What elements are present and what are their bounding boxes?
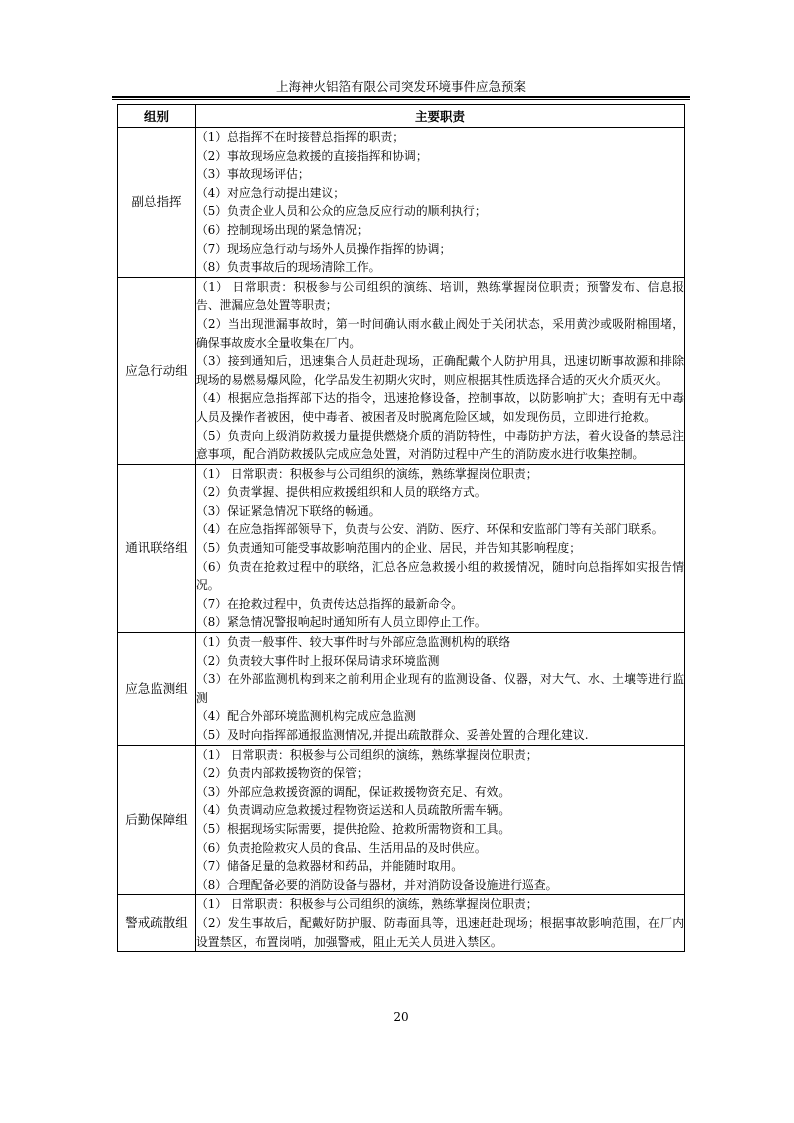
group-duties bbox=[196, 464, 685, 632]
duty-item: （7）储备足量的急救器材和药品，并能随时取用。 bbox=[196, 859, 464, 874]
duty-item: （5）根据现场实际需要，提供抢险、抢救所需物资和工具。 bbox=[196, 821, 511, 836]
duty-item: （2）负责内部救援物资的保管； bbox=[196, 766, 369, 781]
group-name: 应急监测组 bbox=[118, 633, 196, 746]
page-header: 上海神火铝箔有限公司突发环境事件应急预案 bbox=[275, 79, 526, 94]
duty-item: （3）事故现场评估； bbox=[196, 167, 310, 182]
group-duties bbox=[196, 277, 685, 464]
duty-item: （8）合理配备必要的消防设备与器材，并对消防设备设施进行巡查。 bbox=[196, 877, 558, 892]
duty-item: （5）负责企业人员和公众的应急反应行动的顺利执行； bbox=[196, 204, 487, 219]
table-row bbox=[118, 128, 685, 278]
duty-item: （6）负责在抢救过程中的联络，汇总各应急救援小组的救援情况，随时向总指挥如实报告情况。 bbox=[196, 559, 684, 593]
table-row bbox=[118, 633, 685, 746]
group-name: 警戒疏散组 bbox=[118, 895, 196, 952]
duties-table bbox=[117, 104, 685, 952]
group-duties bbox=[196, 895, 685, 952]
table-row bbox=[118, 464, 685, 632]
duty-item: （2）发生事故后，配戴好防护服、防毒面具等，迅速赶赴现场；根据事故影响范围，在厂内设置禁区，布置岗哨，加强警戒，阻止无关人员进入禁区。 bbox=[196, 915, 684, 949]
duty-item: （7）在抢救过程中，负责传达总指挥的最新命令。 bbox=[196, 596, 464, 611]
group-name: 后勤保障组 bbox=[118, 745, 196, 895]
duty-item: （3）保证紧急情况下联络的畅通。 bbox=[196, 503, 381, 518]
duty-item: （4）根据应急指挥部下达的指令，迅速抢修设备，控制事故，以防影响扩大；查明有无中毒人员及操作者被困，使中毒者、被困者及时脱离危险区域，如发现伤员，立即进行抢救。 bbox=[196, 391, 684, 424]
duty-item: （8）紧急情况警报响起时通知所有人员立即停止工作。 bbox=[196, 615, 487, 630]
duty-item: （4）对应急行动提出建议； bbox=[196, 185, 346, 200]
duty-item: （3）在外部监测机构到来之前利用企业现有的监测设备、仪器，对大气、水、土壤等进行监测 bbox=[196, 672, 684, 705]
page-number: 20 bbox=[393, 1010, 409, 1024]
duty-item: （2）负责较大事件时上报环保局请求环境监测 bbox=[196, 653, 440, 668]
duty-item: （3）外部应急救援资源的调配，保证救援物资充足、有效。 bbox=[196, 784, 511, 799]
group-duties bbox=[196, 633, 685, 746]
duty-item: （2）负责掌握、提供相应救援组织和人员的联络方式。 bbox=[196, 485, 487, 500]
table-header-row bbox=[118, 105, 685, 128]
group-name: 通讯联络组 bbox=[118, 464, 196, 632]
duty-item: （5）负责通知可能受事故影响范围内的企业、居民，并告知其影响程度； bbox=[196, 541, 582, 556]
column-header-duties: 主要职责 bbox=[196, 105, 685, 128]
header-rule-thin bbox=[112, 99, 690, 100]
group-duties bbox=[196, 745, 685, 895]
duty-item: （5）负责向上级消防救援力量提供燃烧介质的消防特性，中毒防护方法，着火设备的禁忌注意事项，配合消防救援队完成应急处置，对消防过程中产生的消防废水进行收集控制。 bbox=[196, 428, 684, 462]
column-header-group: 组别 bbox=[118, 105, 196, 128]
duty-item: （8）负责事故后的现场清除工作。 bbox=[196, 260, 381, 275]
duty-item: （1） 日常职责：积极参与公司组织的演练，熟练掌握岗位职责； bbox=[196, 466, 538, 481]
duty-item: （1） 日常职责：积极参与公司组织的演练、培训，熟练掌握岗位职责；预警发布、信息报告、泄漏应急处置等职责； bbox=[196, 279, 684, 313]
duty-item: （2）当出现泄漏事故时，第一时间确认雨水截止阀处于关闭状态，采用黄沙或吸附棉围堵，确保事故废水全量收集在厂内。 bbox=[196, 316, 684, 350]
table-row bbox=[118, 895, 685, 952]
header-rule-thick bbox=[112, 96, 690, 98]
duty-item: （1） 日常职责：积极参与公司组织的演练，熟练掌握岗位职责； bbox=[196, 897, 538, 912]
group-name: 应急行动组 bbox=[118, 277, 196, 464]
duty-item: （1）总指挥不在时接替总指挥的职责； bbox=[196, 130, 405, 144]
duty-item: （1） 日常职责：积极参与公司组织的演练，熟练掌握岗位职责； bbox=[196, 747, 538, 762]
duty-item: （4）负责调动应急救援过程物资运送和人员疏散所需车辆。 bbox=[196, 803, 511, 818]
duty-item: （5）及时向指挥部通报监测情况,并提出疏散群众、妥善处置的合理化建议. bbox=[196, 728, 589, 742]
duty-item: （7）现场应急行动与场外人员操作指挥的协调； bbox=[196, 241, 452, 256]
duty-item: （6）负责抢险救灾人员的食品、生活用品的及时供应。 bbox=[196, 840, 487, 855]
duty-item: （6）控制现场出现的紧急情况； bbox=[196, 222, 369, 237]
duty-item: （4）配合外部环境监测机构完成应急监测 bbox=[196, 709, 416, 724]
duty-item: （1）负责一般事件、较大事件时与外部应急监测机构的联络 bbox=[196, 635, 511, 650]
group-name: 副总指挥 bbox=[118, 128, 196, 278]
group-duties bbox=[196, 128, 685, 278]
duty-item: （3）接到通知后，迅速集合人员赶赴现场，正确配戴个人防护用具，迅速切断事故源和排除现场的易燃易爆风险，化学品发生初期火灾时，则应根据其性质选择合适的灭火介质灭火。 bbox=[196, 354, 684, 387]
duty-item: （4）在应急指挥部领导下，负责与公安、消防、医疗、环保和安监部门等有关部门联系。 bbox=[196, 522, 664, 537]
table-row bbox=[118, 277, 685, 464]
table-row bbox=[118, 745, 685, 895]
duty-item: （2）事故现场应急救援的直接指挥和协调； bbox=[196, 148, 428, 163]
